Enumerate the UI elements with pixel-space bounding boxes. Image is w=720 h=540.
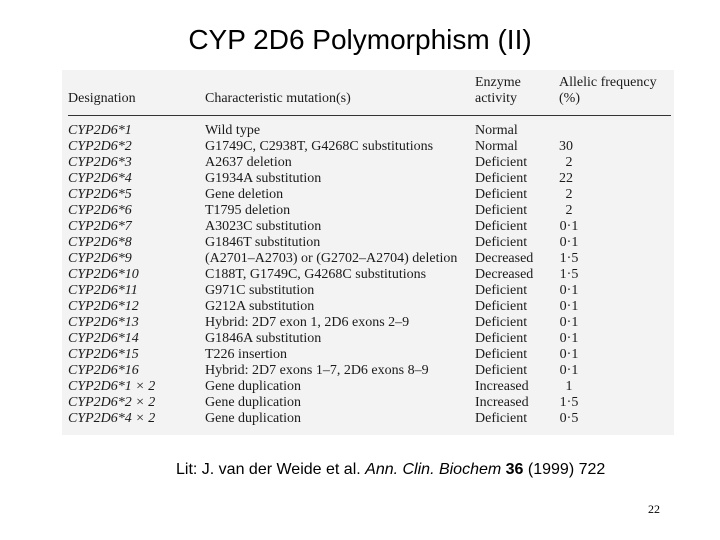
cell-activity: Deficient <box>475 347 528 362</box>
header-frequency-line2: (%) <box>559 91 580 106</box>
cell-activity: Deficient <box>475 203 528 218</box>
cell-frequency: 0·1 <box>559 363 579 378</box>
cell-mutation: G1749C, C2938T, G4268C substitutions <box>205 139 434 154</box>
cell-mutation: Gene duplication <box>205 395 302 410</box>
cell-activity: Deficient <box>475 219 528 234</box>
table-row <box>62 123 674 139</box>
cell-designation: CYP2D6*4 <box>68 171 132 186</box>
cell-mutation: Hybrid: 2D7 exon 1, 2D6 exons 2–9 <box>205 315 410 330</box>
cell-frequency: 1·5 <box>559 251 579 266</box>
table-row <box>62 219 674 235</box>
cell-activity: Deficient <box>475 363 528 378</box>
cell-mutation: G1846T substitution <box>205 235 321 250</box>
cell-mutation: G1846A substitution <box>205 331 322 346</box>
cell-frequency: 22 <box>559 171 573 186</box>
cell-designation: CYP2D6*3 <box>68 155 132 170</box>
cell-activity: Deficient <box>475 171 528 186</box>
cell-mutation: A3023C substitution <box>205 219 322 234</box>
cell-mutation: Gene deletion <box>205 187 284 202</box>
cell-activity: Deficient <box>475 411 528 426</box>
table-row <box>62 235 674 251</box>
cell-mutation: A2637 deletion <box>205 155 292 170</box>
cell-mutation: (A2701–A2703) or (G2702–A2704) deletion <box>205 251 458 266</box>
cell-frequency: 1 <box>565 379 573 394</box>
table-row <box>62 187 674 203</box>
table-row <box>62 411 674 427</box>
header-designation: Designation <box>68 91 136 106</box>
cell-mutation: G212A substitution <box>205 299 315 314</box>
cell-frequency: 2 <box>565 203 573 218</box>
cell-activity: Deficient <box>475 283 528 298</box>
citation-journal: Ann. Clin. Biochem <box>365 461 502 478</box>
cell-designation: CYP2D6*16 <box>68 363 139 378</box>
cell-designation: CYP2D6*13 <box>68 315 139 330</box>
citation-suffix: (1999) 722 <box>523 461 606 478</box>
cell-frequency: 0·1 <box>559 347 579 362</box>
cell-designation: CYP2D6*2 <box>68 139 132 154</box>
header-rule <box>68 115 671 116</box>
cell-mutation: T1795 deletion <box>205 203 291 218</box>
cell-activity: Normal <box>475 123 518 138</box>
cell-mutation: Gene duplication <box>205 379 302 394</box>
cell-activity: Increased <box>475 395 529 410</box>
table-row <box>62 315 674 331</box>
cell-designation: CYP2D6*15 <box>68 347 139 362</box>
cell-mutation: Hybrid: 2D7 exons 1–7, 2D6 exons 8–9 <box>205 363 429 378</box>
cell-frequency: 0·1 <box>559 219 579 234</box>
table-row <box>62 395 674 411</box>
cell-designation: CYP2D6*12 <box>68 299 139 314</box>
cell-activity: Deficient <box>475 155 528 170</box>
cell-designation: CYP2D6*5 <box>68 187 132 202</box>
cell-mutation: G1934A substitution <box>205 171 322 186</box>
cell-frequency: 0·5 <box>559 411 579 426</box>
cell-designation: CYP2D6*14 <box>68 331 139 346</box>
table-row <box>62 203 674 219</box>
cell-designation: CYP2D6*1 × 2 <box>68 379 156 394</box>
cell-activity: Decreased <box>475 251 534 266</box>
cell-activity: Decreased <box>475 267 534 282</box>
cell-designation: CYP2D6*2 × 2 <box>68 395 156 410</box>
cell-designation: CYP2D6*4 × 2 <box>68 411 156 426</box>
cell-mutation: Gene duplication <box>205 411 302 426</box>
cell-mutation: T226 insertion <box>205 347 288 362</box>
table-row <box>62 171 674 187</box>
cell-designation: CYP2D6*9 <box>68 251 132 266</box>
cell-mutation: Wild type <box>205 123 261 138</box>
cell-activity: Deficient <box>475 235 528 250</box>
literature-citation <box>176 461 605 479</box>
scanned-table <box>62 70 674 435</box>
citation-volume: 36 <box>505 461 524 478</box>
cell-frequency: 1·5 <box>559 267 579 282</box>
page-number: 22 <box>648 502 660 516</box>
cell-designation: CYP2D6*1 <box>68 123 132 138</box>
table-row <box>62 299 674 315</box>
slide-title: CYP 2D6 Polymorphism (II) <box>188 24 532 55</box>
citation-prefix: Lit: J. van der Weide et al. <box>176 461 366 478</box>
table-row <box>62 267 674 283</box>
cell-mutation: G971C substitution <box>205 283 315 298</box>
header-activity-line2: activity <box>475 91 517 106</box>
cell-frequency: 2 <box>565 155 573 170</box>
header-mutation: Characteristic mutation(s) <box>205 91 351 106</box>
cell-frequency: 2 <box>565 187 573 202</box>
table-row <box>62 155 674 171</box>
cell-activity: Increased <box>475 379 529 394</box>
table-row <box>62 283 674 299</box>
header-activity-line1: Enzyme <box>475 75 521 90</box>
cell-activity: Normal <box>475 139 518 154</box>
cell-activity: Deficient <box>475 187 528 202</box>
table-row <box>62 379 674 395</box>
cell-activity: Deficient <box>475 331 528 346</box>
cell-frequency: 0·1 <box>559 331 579 346</box>
cell-designation: CYP2D6*8 <box>68 235 132 250</box>
table-row <box>62 139 674 155</box>
cell-frequency: 1·5 <box>559 395 579 410</box>
cell-activity: Deficient <box>475 299 528 314</box>
cell-designation: CYP2D6*10 <box>68 267 139 282</box>
header-frequency-line1: Allelic frequency <box>559 75 657 90</box>
cell-designation: CYP2D6*6 <box>68 203 132 218</box>
cell-activity: Deficient <box>475 315 528 330</box>
table-row <box>62 347 674 363</box>
table-row <box>62 363 674 379</box>
cell-designation: CYP2D6*11 <box>68 283 138 298</box>
cell-frequency: 0·1 <box>559 315 579 330</box>
cell-frequency: 0·1 <box>559 235 579 250</box>
cell-frequency: 0·1 <box>559 283 579 298</box>
cell-frequency: 0·1 <box>559 299 579 314</box>
cell-frequency: 30 <box>559 139 573 154</box>
cell-designation: CYP2D6*7 <box>68 219 132 234</box>
table-row <box>62 251 674 267</box>
cell-mutation: C188T, G1749C, G4268C substitutions <box>205 267 427 282</box>
table-row <box>62 331 674 347</box>
